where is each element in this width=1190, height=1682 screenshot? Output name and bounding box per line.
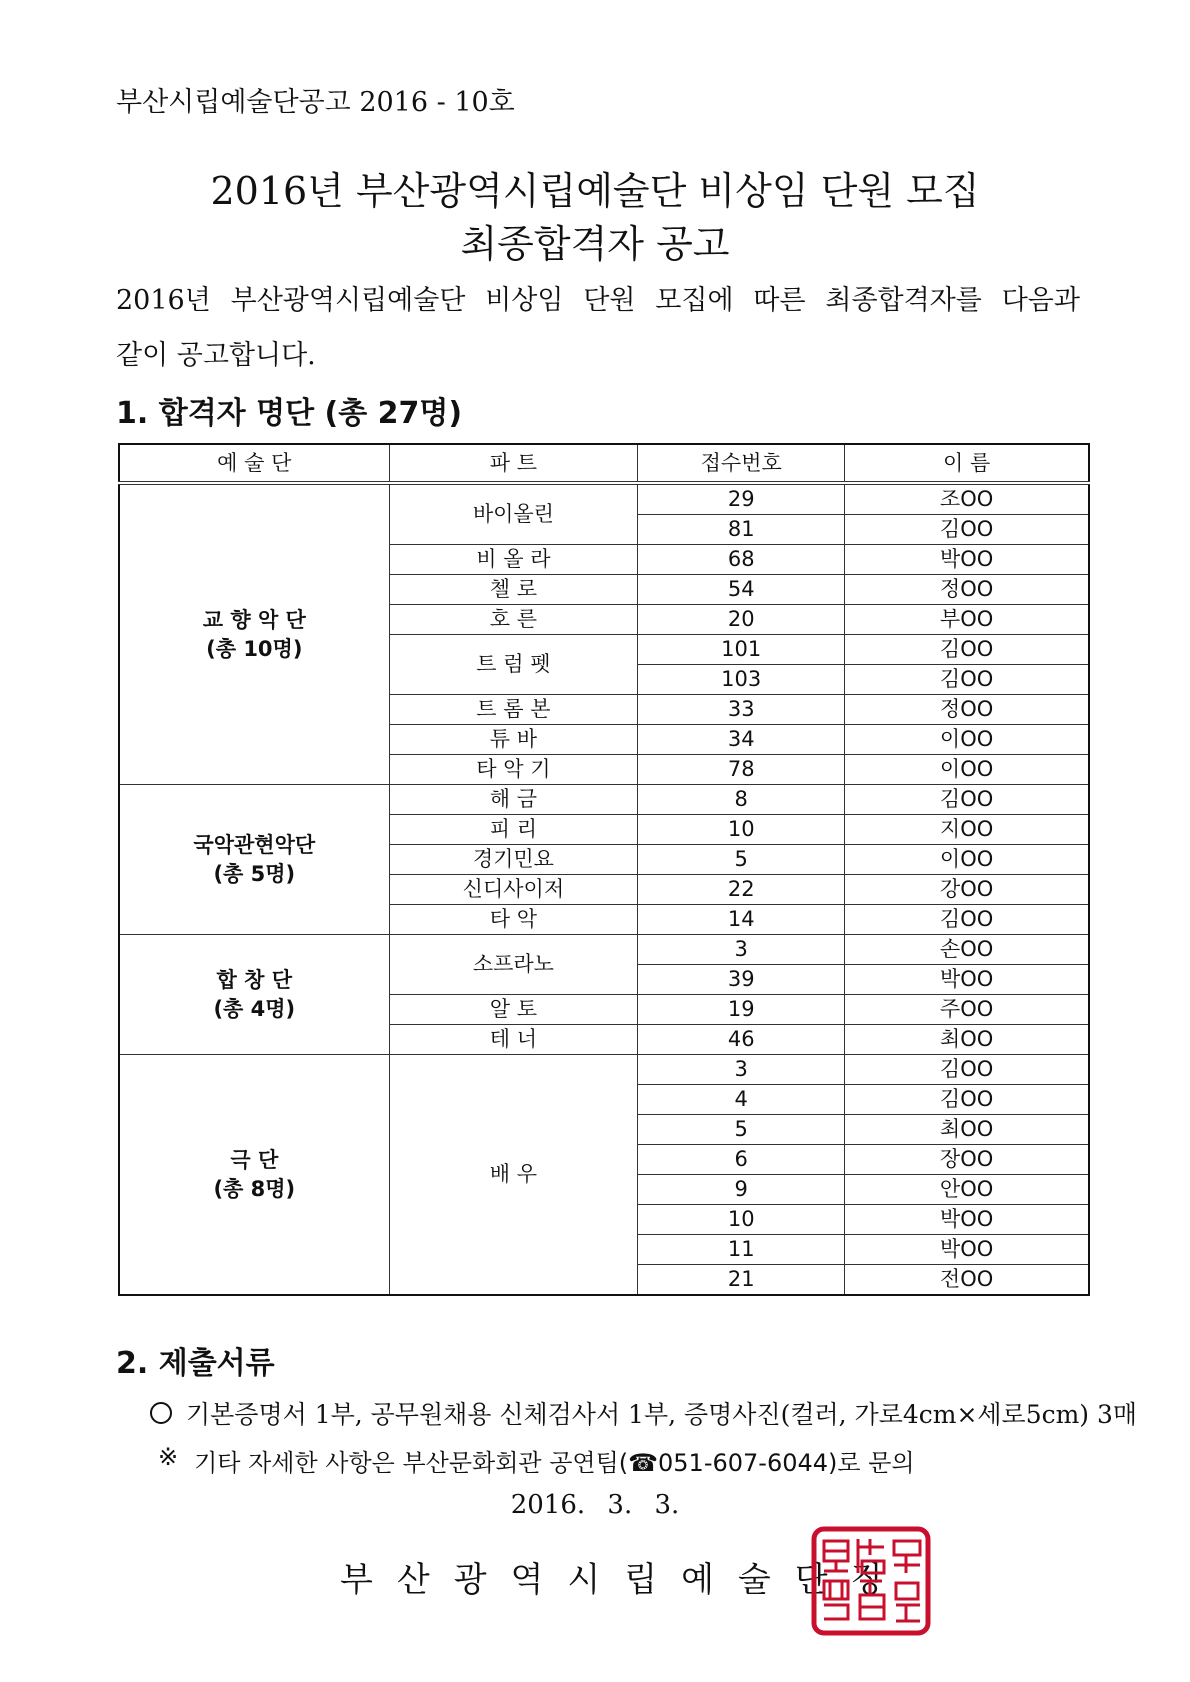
receipt-number-cell: 5: [638, 1115, 845, 1145]
receipt-number-cell: 3: [638, 1055, 845, 1085]
applicant-name-cell: 주OO: [845, 995, 1089, 1025]
page-subtitle: 최종합격자 공고: [460, 222, 730, 266]
applicant-name-cell: 김OO: [845, 635, 1089, 665]
receipt-number-cell: 68: [638, 545, 845, 575]
receipt-number-cell: 3: [638, 935, 845, 965]
part-cell: 트 럼 펫: [389, 635, 638, 695]
part-cell: 바이올린: [389, 483, 638, 545]
intro-word: 최종합격자를: [825, 285, 982, 316]
applicant-name-cell: 강OO: [845, 875, 1089, 905]
applicant-name-cell: 이OO: [845, 755, 1089, 785]
reference-mark-icon: ※: [158, 1443, 179, 1471]
part-cell: 타 악 기: [389, 755, 638, 785]
part-cell: 트 롬 본: [389, 695, 638, 725]
ensemble-total: (총 8명): [213, 1176, 296, 1201]
ensemble-cell: [119, 1055, 389, 1296]
ensemble-name: 교 향 악 단: [202, 607, 306, 632]
ensemble-name: 국악관현악단: [193, 832, 316, 857]
receipt-number-cell: 39: [638, 965, 845, 995]
header-name: 이 름: [845, 444, 1089, 483]
applicant-name-cell: 안OO: [845, 1175, 1089, 1205]
receipt-number-cell: 21: [638, 1265, 845, 1296]
receipt-number-cell: 29: [638, 483, 845, 515]
part-cell: 테 너: [389, 1025, 638, 1055]
receipt-number-cell: 6: [638, 1145, 845, 1175]
header-number: 접수번호: [638, 444, 845, 483]
issue-date: 2016. 3. 3.: [510, 1490, 680, 1520]
applicant-name-cell: 박OO: [845, 1205, 1089, 1235]
applicant-name-cell: 최OO: [845, 1025, 1089, 1055]
documents-line: [150, 1395, 1137, 1431]
applicant-name-cell: 정OO: [845, 695, 1089, 725]
applicant-name-cell: 장OO: [845, 1145, 1089, 1175]
applicant-name-cell: 김OO: [845, 905, 1089, 935]
intro-line-2: 같이 공고합니다.: [116, 340, 316, 371]
part-cell: 알 토: [389, 995, 638, 1025]
applicant-name-cell: 부OO: [845, 605, 1089, 635]
intro-word: 모집에: [655, 285, 734, 316]
section-2-heading: 2. 제출서류: [116, 1346, 275, 1381]
note-line: [158, 1443, 915, 1478]
roster-table: [118, 443, 1090, 1296]
table-header-row: [119, 444, 1089, 483]
table-row: [119, 483, 1089, 515]
applicant-name-cell: 박OO: [845, 965, 1089, 995]
applicant-name-cell: 이OO: [845, 725, 1089, 755]
ensemble-cell: [119, 935, 389, 1055]
applicant-name-cell: 김OO: [845, 785, 1089, 815]
receipt-number-cell: 101: [638, 635, 845, 665]
intro-word: 단원: [583, 285, 636, 316]
documents-text: 기본증명서 1부, 공무원채용 신체검사서 1부, 증명사진(컬러, 가로4cm×세로5cm) 3매: [186, 1400, 1138, 1429]
table-row: [119, 785, 1089, 815]
header-ensemble: 예 술 단: [119, 444, 389, 483]
receipt-number-cell: 78: [638, 755, 845, 785]
applicant-name-cell: 지OO: [845, 815, 1089, 845]
receipt-number-cell: 46: [638, 1025, 845, 1055]
ensemble-name: 극 단: [230, 1147, 279, 1172]
signature: 부산광역시립예술단장: [340, 1560, 909, 1600]
part-cell: 해 금: [389, 785, 638, 815]
ensemble-name: 합 창 단: [216, 967, 293, 992]
applicant-name-cell: 김OO: [845, 515, 1089, 545]
applicant-name-cell: 김OO: [845, 1085, 1089, 1115]
receipt-number-cell: 22: [638, 875, 845, 905]
circle-bullet-icon: [150, 1402, 172, 1424]
receipt-number-cell: 9: [638, 1175, 845, 1205]
part-cell: 첼 로: [389, 575, 638, 605]
ensemble-total: (총 5명): [213, 861, 296, 886]
applicant-name-cell: 정OO: [845, 575, 1089, 605]
receipt-number-cell: 10: [638, 1205, 845, 1235]
note-text: 기타 자세한 사항은 부산문화회관 공연팀(☎051-607-6044)로 문의: [194, 1449, 915, 1477]
receipt-number-cell: 11: [638, 1235, 845, 1265]
receipt-number-cell: 103: [638, 665, 845, 695]
table-row: [119, 935, 1089, 965]
ensemble-cell: [119, 483, 389, 785]
page-title: 2016년 부산광역시립예술단 비상임 단원 모집: [210, 169, 980, 213]
intro-word: 비상임: [485, 285, 564, 316]
receipt-number-cell: 54: [638, 575, 845, 605]
intro-word: 2016년: [116, 285, 211, 316]
applicant-name-cell: 전OO: [845, 1265, 1089, 1296]
applicant-name-cell: 박OO: [845, 1235, 1089, 1265]
roster-body: [119, 483, 1089, 1295]
intro-word: 따른: [753, 285, 806, 316]
part-cell: 타 악: [389, 905, 638, 935]
part-cell: 경기민요: [389, 845, 638, 875]
intro-line-1: [116, 278, 1080, 317]
ensemble-total: (총 10명): [206, 636, 303, 661]
ensemble-cell: [119, 785, 389, 935]
receipt-number-cell: 8: [638, 785, 845, 815]
intro-word: 다음과: [1001, 285, 1080, 316]
part-cell: 튜 바: [389, 725, 638, 755]
applicant-name-cell: 조OO: [845, 483, 1089, 515]
part-cell: 호 른: [389, 605, 638, 635]
section-1-heading: 1. 합격자 명단 (총 27명): [116, 396, 463, 431]
receipt-number-cell: 10: [638, 815, 845, 845]
receipt-number-cell: 20: [638, 605, 845, 635]
part-cell: 소프라노: [389, 935, 638, 995]
part-cell: 피 리: [389, 815, 638, 845]
applicant-name-cell: 박OO: [845, 545, 1089, 575]
header-part: 파 트: [389, 444, 638, 483]
receipt-number-cell: 5: [638, 845, 845, 875]
receipt-number-cell: 34: [638, 725, 845, 755]
receipt-number-cell: 33: [638, 695, 845, 725]
receipt-number-cell: 4: [638, 1085, 845, 1115]
applicant-name-cell: 김OO: [845, 665, 1089, 695]
part-cell: 배 우: [389, 1055, 638, 1296]
applicant-name-cell: 이OO: [845, 845, 1089, 875]
receipt-number-cell: 14: [638, 905, 845, 935]
applicant-name-cell: 김OO: [845, 1055, 1089, 1085]
seal-glyphs: [824, 1539, 920, 1621]
table-row: [119, 1055, 1089, 1085]
official-seal-icon: [810, 1525, 932, 1637]
part-cell: 비 올 라: [389, 545, 638, 575]
applicant-name-cell: 최OO: [845, 1115, 1089, 1145]
ensemble-total: (총 4명): [213, 996, 296, 1021]
intro-word: 부산광역시립예술단: [230, 285, 466, 316]
receipt-number-cell: 81: [638, 515, 845, 545]
notice-number: 부산시립예술단공고 2016 - 10호: [116, 87, 515, 118]
receipt-number-cell: 19: [638, 995, 845, 1025]
part-cell: 신디사이저: [389, 875, 638, 905]
applicant-name-cell: 손OO: [845, 935, 1089, 965]
